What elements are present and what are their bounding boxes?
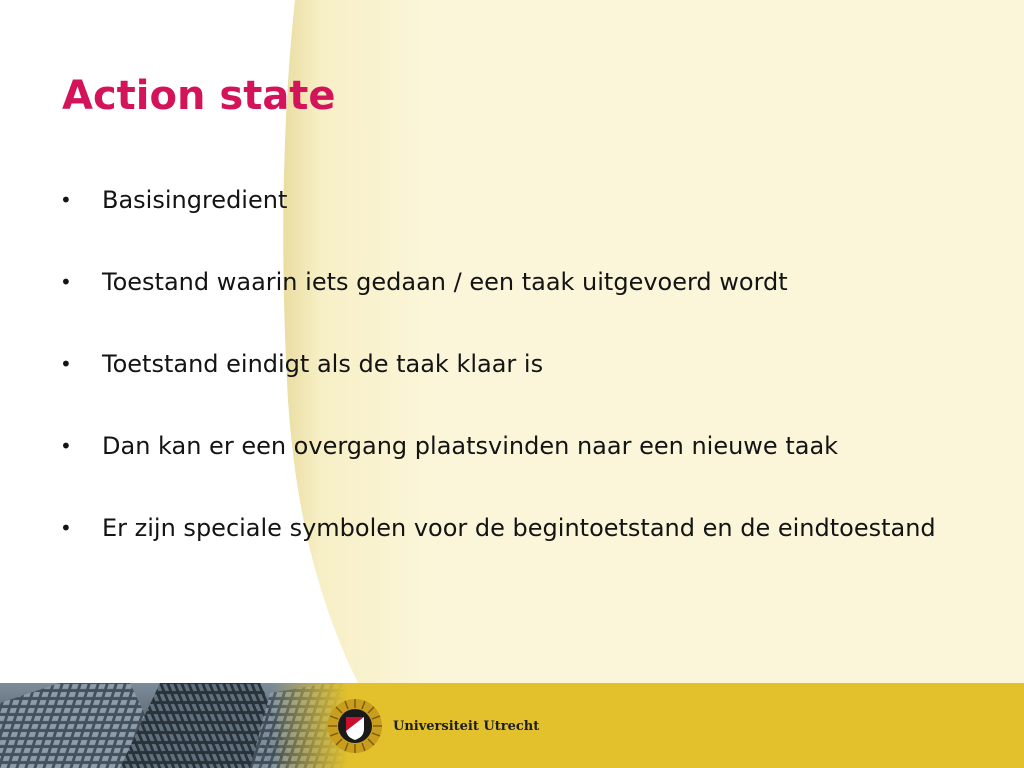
bullet-list [58,183,938,545]
bullet-dot-icon: • [60,434,72,458]
building-facade-photo [0,683,348,768]
bullet-item [58,429,938,463]
bullet-dot-icon: • [60,516,72,540]
bullet-text: Toestand waarin iets gedaan / een taak uitgevoerd wordt [102,268,788,296]
bullet-text: Basisingredient [102,186,288,214]
bullet-dot-icon: • [60,270,72,294]
bullet-item [58,183,938,217]
bullet-text: Er zijn speciale symbolen voor de begintoetstand en de eindtoestand [102,514,936,542]
bullet-item [58,265,938,299]
bullet-item [58,347,938,381]
bullet-text: Dan kan er een overgang plaatsvinden naar een nieuwe taak [102,432,839,460]
university-seal-icon [327,698,383,754]
slide-title: Action state [62,73,336,119]
bullet-dot-icon: • [60,352,72,376]
bullet-dot-icon: • [60,188,72,212]
bullet-text: Toetstand eindigt als de taak klaar is [102,350,544,378]
university-logo-text: Universiteit Utrecht [393,719,540,734]
bullet-item [58,511,938,545]
